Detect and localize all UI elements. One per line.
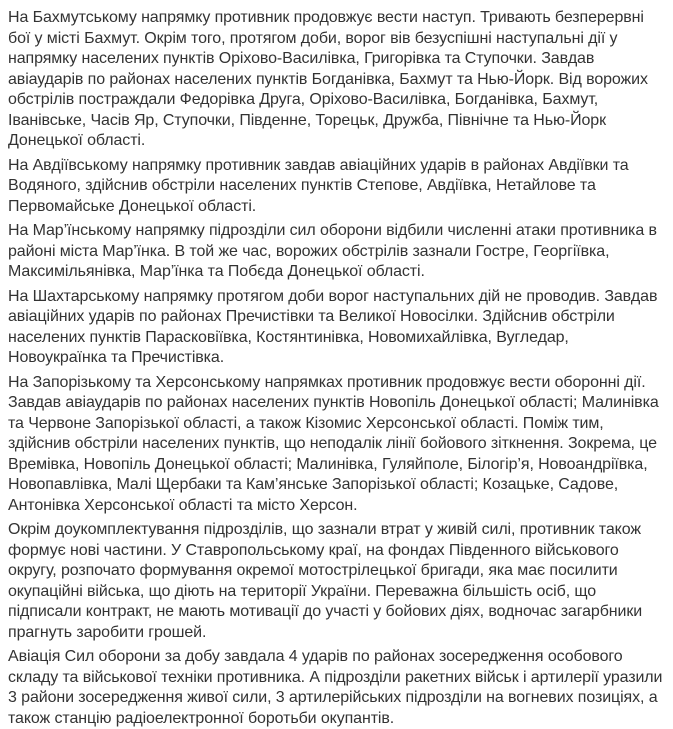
paragraph-shakhtarsk-direction: На Шахтарському напрямку протягом доби ворог наступальних дій не проводив. Завдав авіаційних ударів по районах Пречистівки та Великої Новосілки. Здійснив обстріли населених пунктів Парасковіївка, Костянтинівка, Новомихайлівка, Вугледар, Новоукраїнка та Пречистівка. (8, 287, 658, 366)
paragraph-enemy-new-units: Окрім доукомплектування підрозділів, що зазнали втрат у живій силі, противник також формує нові частини. У Ставропольському краї, на фондах Південного військового округу, розпочато формування окремої мотострілецької бригади, яка має посилити окупаційні війська, що діють на території України. Переважна більшість осіб, що підписали контракт, не мають мотивації до участі у бойових діях, водночас загарбники прагнуть заробити грошей. (8, 521, 643, 641)
paragraph-zaporizhzhia-kherson-direction: На Запорізькому та Херсонському напрямках противник продовжує вести оборонні дії. Завдав авіаударів по районах населених пунктів Новопіль Донецької області; Малинівка та Червоне Запорізької області, а також Кізомис Херсонської області. Поміж тим, здійснив обстріли населених пунктів, що неподалік лінії бойового зіткнення. Зокрема, це Времівка, Новопіль Донецької області; Малинівка, Гуляйполе, Білогір’я, Новоандріївка, Новопавлівка, Малі Щербаки та Кам’янське Запорізької області; Козацьке, Садове, Антонівка Херсонської області та місто Херсон. (8, 373, 659, 514)
paragraph-marinka-direction: На Мар’їнському напрямку підрозділи сил оборони відбили численні атаки противника в районі міста Мар’їнка. В той же час, ворожих обстрілів зазнали Гостре, Георгіївка, Максимільянівка, Мар’їнка та Побєда Донецької області. (8, 222, 657, 280)
paragraph-avdiivka-direction: На Авдіївському напрямку противник завдав авіаційних ударів в районах Авдіївки та Водяного, здійснив обстріли населених пунктів Степове, Авдіївка, Нетайлове та Первомайське Донецької області. (8, 156, 629, 215)
paragraph-defense-aviation-strikes: Авіація Сил оборони за добу завдала 4 ударів по районах зосередження особового складу та військової техніки противника. А підрозділи ракетних військ і артилерії уразили 3 райони зосередження живої сили, 3 артилерійських підрозділи на вогневих позиціях, а також станцію радіоелектронної боротьби окупантів. (8, 648, 663, 727)
paragraph-bakhmut-direction: На Бахмутському напрямку противник продовжує вести наступ. Тривають безперервні бої у місті Бахмут. Окрім того, протягом доби, ворог вів безуспішні наступальні дії у напрямку населених пунктів Оріхово-Василівка, Григорівка та Ступочки. Завдав авіаударів по районах населених пунктів Богданівка, Бахмут та Нью-Йорк. Від ворожих обстрілів постраждали Федорівка Друга, Оріхово-Василівка, Богданівка, Бахмут, Іванівське, Часів Яр, Ступочки, Південне, Торецьк, Дружба, Північне та Нью-Йорк Донецької області. (8, 9, 648, 149)
